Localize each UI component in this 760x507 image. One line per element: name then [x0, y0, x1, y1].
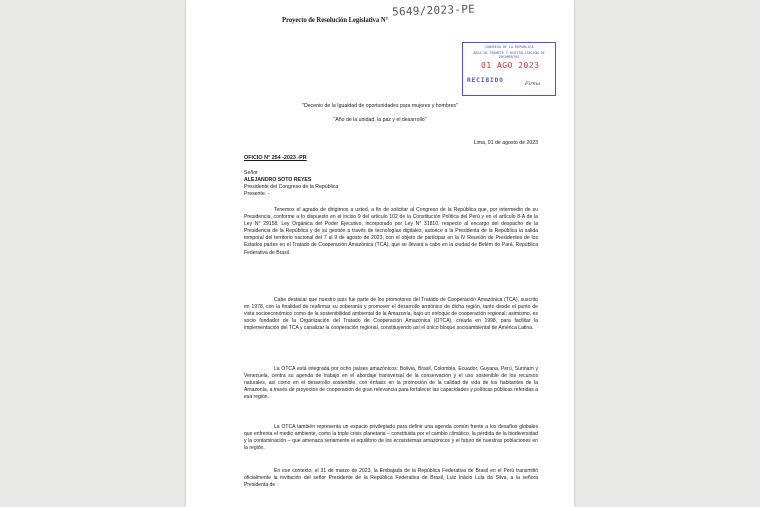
place-date: Lima, 01 de agosto de 2023: [473, 140, 538, 146]
recipient-name: ALEJANDRO SOTO REYES: [244, 177, 312, 183]
presente: Presente. -: [244, 191, 270, 197]
stamp-signature: Firma: [525, 81, 541, 87]
oficio-number: OFICIO N° 254 -2023 -PR: [244, 155, 307, 161]
stamp-received: RECIBIDO: [467, 77, 504, 84]
reception-stamp: [462, 42, 556, 96]
paragraph: Tenemos el agrado de dirigirnos a usted, a fin de solicitar al Congreso de la República que, por intermedio de su Presidencia, conforme a lo dispuesto en el inciso 9 del artículo 102 de la Constitución Política del Perú y en el artículo 8-A de la Ley N° 29158, Ley Orgánica del Poder Ejecutivo, incorporado por Ley N° 31810, respecto al encargo del despacho de la Presidencia de la República y de su gestión a través de tecnologías digitales, autorice a la Presidenta de la República la salida temporal del territorio nacional del 7 al 9 de agosto de 2023, con el objeto de participar en la IV Reunión de Presidentes de los Estados partes en el Tratado de Cooperación Amazónica (TCA), que se llevará a cabo en la ciudad de Belém do Pará, República Federativa de Brasil.: [244, 207, 538, 256]
paragraph: La OTCA está integrada por ocho países amazónicos: Bolivia, Brasil, Colombia, Ecuador, Guyana, Perú, Surinam y Venezuela, centra su agenda de trabajo en el abordaje transversal de la conservación y el uso sostenible de los recursos naturales, así como en el desarrollo sostenible, con énfasis en la promoción de la calidad de vida de los habitantes de la Amazonía, a través de proyectos de cooperación de gran relevancia para fortalecer las capacidades y políticas públicas referidas a esa región.: [244, 366, 538, 401]
stamp-office: ÁREA DE TRÁMITE Y DIGITALIZACIÓN DE DOCUMENTOS: [473, 51, 545, 59]
salutation: Señor: [244, 170, 258, 176]
project-header: [282, 9, 400, 27]
year-motto: "Año de la unidad, la paz y el desarrollo": [333, 117, 427, 123]
stamp-date: 01 AGO 2023: [481, 61, 540, 70]
paragraph: Cabe destacar que nuestro país fue parte de los promotores del Tratado de Cooperación Amazónica (TCA), suscrito en 1978, con la finalidad de reafirmar su soberanía y promover el desarrollo armónico de dicha región, tanto desde el punto de vista socioeconómico como de la sostenibilidad ambiental de la Amazonía, bajo un enfoque de cooperación regional; asimismo, es socio fundador de la Organización del Tratado de Cooperación Amazónica (OTCA), creada en 1998, para facilitar la implementación del TCA y canalizar la cooperación regional, constituyendo así el único bloque socioambiental de América Latina.: [244, 297, 538, 332]
recipient-title: Presidente del Congreso de la República: [244, 184, 339, 190]
project-label: Proyecto de Resolución Legislativa N°: [282, 15, 389, 24]
stamp-institution: CONGRESO DE LA REPÚBLICA: [484, 45, 534, 49]
decade-motto: "Decenio de la Igualdad de oportunidades para mujeres y hombres": [302, 103, 458, 109]
paragraph: La OTCA también representa un espacio privilegiado para definir una agenda común frente a los desafíos globales que enfrenta el medio ambiente, como la triple crisis planetaria – constituida por el cambio climático, la pérdida de la biodiversidad y la contaminación – que amenaza seriamente el equilibrio de los ecosistemas amazónicos y el futuro de nuestras poblaciones en la región.: [244, 424, 538, 452]
paragraph: En ese contexto, el 31 de marzo de 2023, la Embajada de la República Federativa de Brasil en el Perú transmitió oficialmente la invitación del señor Presidente de la República Federativa de Brasil, Luiz Inácio Lula da Silva, a la señora Presidenta de: [244, 468, 538, 489]
project-number-handwritten: 5649/2023-PE: [391, 2, 476, 19]
document-page: [186, 0, 574, 507]
